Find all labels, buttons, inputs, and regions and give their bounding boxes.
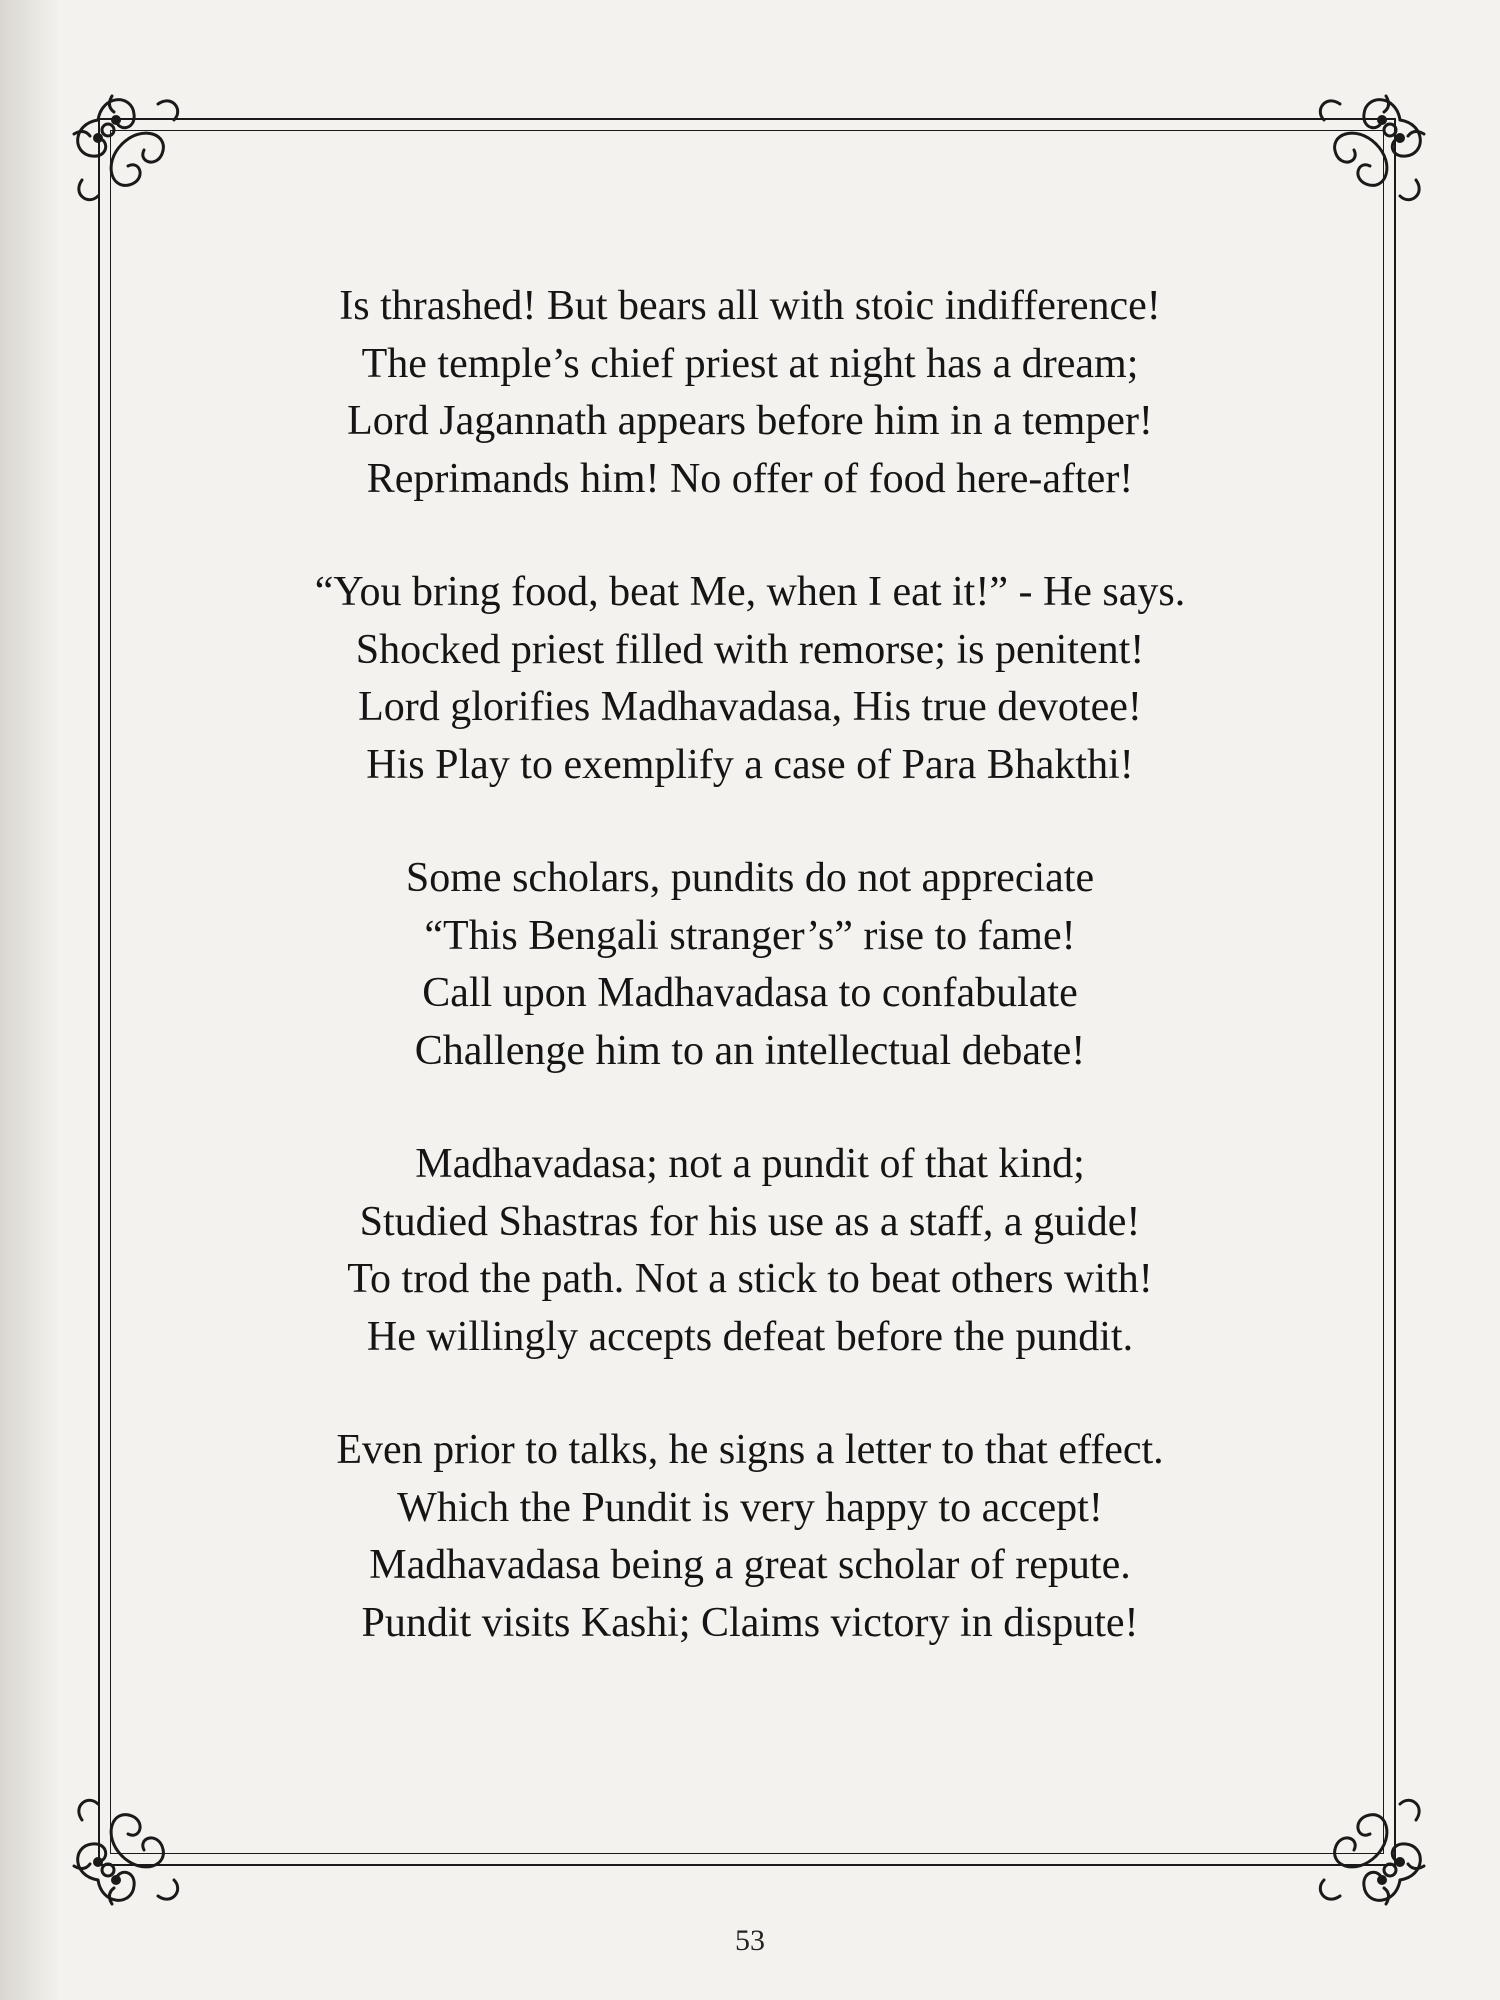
poem-line: Challenge him to an intellectual debate! xyxy=(414,1027,1086,1074)
stanza xyxy=(160,1136,1340,1366)
poem-line: To trod the path. Not a stick to beat others with! xyxy=(347,1256,1153,1302)
stanza xyxy=(160,850,1340,1080)
poem-line: “You bring food, beat Me, when I eat it!” - He says. xyxy=(314,569,1186,615)
poem-line: Which the Pundit is very happy to accept! xyxy=(397,1484,1103,1531)
corner-ornament-top-left xyxy=(62,84,192,214)
page-number: 53 xyxy=(735,1924,765,1957)
poem-body xyxy=(160,278,1340,1708)
corner-ornament-bottom-left xyxy=(62,1786,192,1916)
stanza xyxy=(160,564,1340,794)
poem-line: He willingly accepts defeat before the pundit. xyxy=(366,1313,1134,1360)
scroll-flourish-icon xyxy=(1306,1786,1436,1916)
poem-line: Madhavadasa; not a pundit of that kind; xyxy=(415,1141,1085,1187)
poem-line: Lord Jagannath appears before him in a temper! xyxy=(347,398,1153,444)
poem-line: Is thrashed! But bears all with stoic indifference! xyxy=(339,283,1161,329)
poem-line: The temple’s chief priest at night has a dream; xyxy=(361,340,1139,387)
poem-line: Studied Shastras for his use as a staff, a guide! xyxy=(359,1198,1141,1245)
scroll-flourish-icon xyxy=(1306,84,1436,214)
page-edge-shadow xyxy=(0,0,60,2000)
poem-line: Pundit visits Kashi; Claims victory in dispute! xyxy=(361,1599,1139,1646)
poem-line: Even prior to talks, he signs a letter to that effect. xyxy=(336,1427,1164,1473)
stanza xyxy=(160,278,1340,508)
scroll-flourish-icon xyxy=(62,84,192,214)
stanza xyxy=(160,1422,1340,1652)
poem-line: Lord glorifies Madhavadasa, His true devotee! xyxy=(358,684,1142,730)
poem-line: Madhavadasa being a great scholar of repute. xyxy=(369,1542,1131,1588)
scroll-flourish-icon xyxy=(62,1786,192,1916)
corner-ornament-top-right xyxy=(1306,84,1436,214)
poem-line: Call upon Madhavadasa to confabulate xyxy=(422,970,1078,1016)
corner-ornament-bottom-right xyxy=(1306,1786,1436,1916)
poem-line: Some scholars, pundits do not appreciate xyxy=(405,855,1095,901)
poem-line: Reprimands him! No offer of food here-after! xyxy=(366,455,1134,502)
poem-line: His Play to exemplify a case of Para Bhakthi! xyxy=(366,741,1134,788)
poem-line: Shocked priest filled with remorse; is penitent! xyxy=(355,626,1145,673)
poem-line: “This Bengali stranger’s” rise to fame! xyxy=(424,912,1076,959)
